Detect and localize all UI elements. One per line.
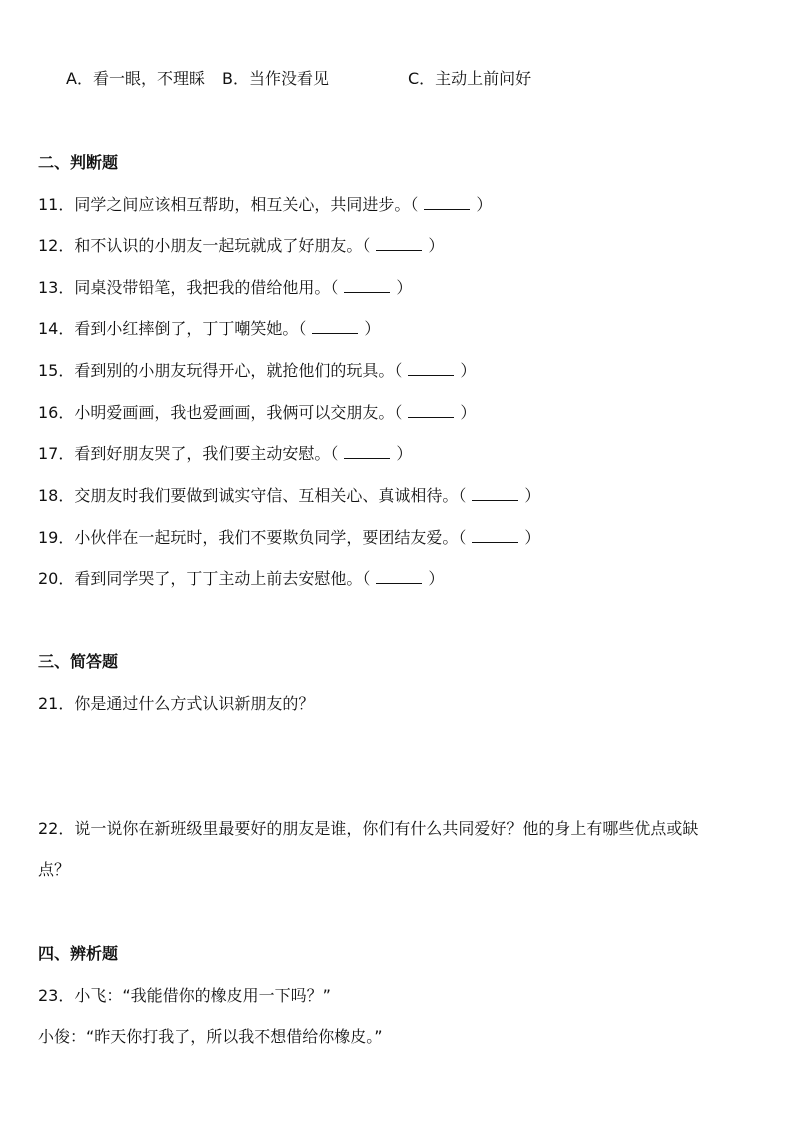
close-paren: ） — [396, 444, 413, 463]
question-12 — [38, 235, 444, 257]
answer-blank[interactable] — [376, 569, 422, 584]
question-13 — [38, 277, 412, 299]
answer-blank[interactable] — [424, 195, 470, 210]
question-19 — [38, 527, 540, 549]
option-c: C．主动上前问好 — [408, 69, 532, 88]
question-text: 16．小明爱画画，我也爱画画，我俩可以交朋友。（ — [38, 403, 403, 422]
question-text: 17．看到好朋友哭了，我们要主动安慰。（ — [38, 444, 339, 463]
question-text: 19．小伙伴在一起玩时，我们不要欺负同学，要团结友爱。（ — [38, 528, 467, 547]
question-text: 20．看到同学哭了，丁丁主动上前去安慰他。（ — [38, 569, 371, 588]
question-23-line2: 小俊：“昨天你打我了，所以我不想借给你橡皮。” — [38, 1027, 383, 1046]
answer-blank[interactable] — [376, 236, 422, 251]
options-row — [66, 68, 766, 90]
section-title-analysis: 四、辨析题 — [38, 944, 119, 963]
option-b: B．当作没看见 — [222, 69, 329, 88]
close-paren: ） — [396, 278, 413, 297]
question-text: 13．同桌没带铅笔，我把我的借给他用。（ — [38, 278, 339, 297]
question-17 — [38, 443, 412, 465]
question-11 — [38, 194, 492, 216]
question-text: 11．同学之间应该相互帮助，相互关心，共同进步。（ — [38, 195, 419, 214]
question-18 — [38, 485, 540, 507]
close-paren: ） — [428, 569, 445, 588]
close-paren: ） — [364, 319, 381, 338]
question-16 — [38, 402, 476, 424]
section-title-judgment: 二、判断题 — [38, 153, 119, 172]
question-23-line1: 23．小飞：“我能借你的橡皮用一下吗？” — [38, 986, 331, 1005]
question-text: 18．交朋友时我们要做到诚实守信、互相关心、真诚相待。（ — [38, 486, 467, 505]
section-title-short-answer: 三、简答题 — [38, 652, 119, 671]
question-14 — [38, 318, 380, 340]
question-20 — [38, 568, 444, 590]
close-paren: ） — [476, 195, 493, 214]
answer-blank[interactable] — [408, 403, 454, 418]
question-22-line1: 22．说一说你在新班级里最要好的朋友是谁，你们有什么共同爱好？他的身上有哪些优点或缺 — [38, 819, 699, 838]
option-a: A．看一眼，不理睬 — [66, 69, 205, 88]
question-text: 12．和不认识的小朋友一起玩就成了好朋友。（ — [38, 236, 371, 255]
close-paren: ） — [428, 236, 445, 255]
question-21: 21．你是通过什么方式认识新朋友的？ — [38, 694, 315, 713]
answer-blank[interactable] — [312, 319, 358, 334]
answer-blank[interactable] — [408, 361, 454, 376]
close-paren: ） — [524, 486, 541, 505]
question-text: 14．看到小红摔倒了，丁丁嘲笑她。（ — [38, 319, 307, 338]
answer-blank[interactable] — [344, 444, 390, 459]
answer-blank[interactable] — [344, 278, 390, 293]
question-text: 15．看到别的小朋友玩得开心，就抢他们的玩具。（ — [38, 361, 403, 380]
answer-blank[interactable] — [472, 486, 518, 501]
close-paren: ） — [460, 403, 477, 422]
close-paren: ） — [460, 361, 477, 380]
question-22-line2: 点？ — [38, 860, 71, 879]
answer-blank[interactable] — [472, 528, 518, 543]
close-paren: ） — [524, 528, 541, 547]
question-15 — [38, 360, 476, 382]
